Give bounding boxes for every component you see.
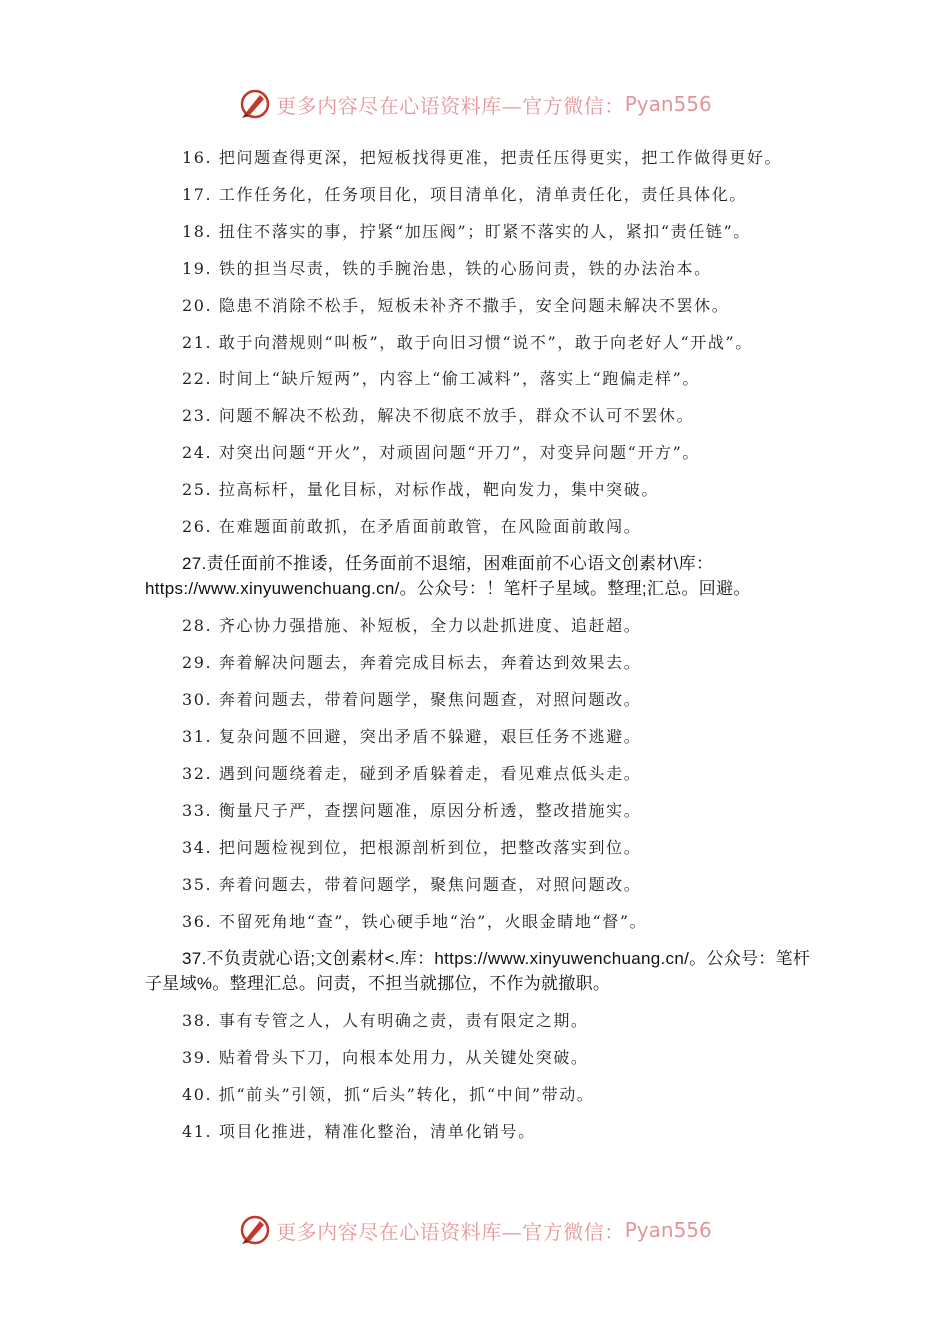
list-item: 23. 问题不解决不松劲，解决不彻底不放手，群众不认可不罢休。 [182, 406, 695, 425]
list-item: 38. 事有专管之人，人有明确之责，责有限定之期。 [182, 1011, 589, 1030]
banner-wechat-id: Pyan556 [624, 92, 712, 116]
list-item: 20. 隐患不消除不松手，短板未补齐不撒手，安全问题未解决不罢休。 [182, 296, 730, 315]
list-item: 27.责任面前不推诿，任务面前不退缩，困难面前不心语文创素材\库：https://www.xinyuwenchuang.cn/。公众号：！笔杆子星域。整理;汇总。回避。 [145, 554, 751, 598]
header-banner [0, 84, 950, 124]
list-item: 19. 铁的担当尽责，铁的手腕治患，铁的心肠问责，铁的办法治本。 [182, 259, 712, 278]
list-item: 24. 对突出问题“开火”，对顽固问题“开刀”，对变异问题“开方”。 [182, 443, 701, 462]
list-item: 25. 拉高标杆，量化目标，对标作战，靶向发力，集中突破。 [182, 480, 659, 499]
list-item: 30. 奔着问题去，带着问题学，聚焦问题查，对照问题改。 [182, 690, 642, 709]
list-item: 21. 敢于向潜规则“叫板”，敢于向旧习惯“说不”，敢于向老好人“开战”。 [182, 333, 753, 352]
banner-wechat-id: Pyan556 [624, 1218, 712, 1242]
list-item: 34. 把问题检视到位，把根源剖析到位，把整改落实到位。 [182, 838, 642, 857]
list-item: 16. 把问题查得更深，把短板找得更准，把责任压得更实，把工作做得更好。 [182, 148, 783, 167]
pen-logo-icon [238, 1213, 272, 1247]
content-list [145, 145, 825, 1156]
list-item: 40. 抓“前头”引领，抓“后头”转化，抓“中间”带动。 [182, 1085, 595, 1104]
footer-banner [0, 1210, 950, 1250]
pen-logo-icon [238, 87, 272, 121]
list-item: 29. 奔着解决问题去，奔着完成目标去，奔着达到效果去。 [182, 653, 642, 672]
list-item: 37.不负责就心语;文创素材<.库：https://www.xinyuwenchuang.cn/。公众号：笔杆子星域%。整理汇总。问责，不担当就挪位，不作为就撤职。 [145, 949, 811, 993]
list-item: 31. 复杂问题不回避，突出矛盾不躲避，艰巨任务不逃避。 [182, 727, 642, 746]
list-item: 35. 奔着问题去，带着问题学，聚焦问题查，对照问题改。 [182, 875, 642, 894]
list-item: 17. 工作任务化，任务项目化，项目清单化，清单责任化，责任具体化。 [182, 185, 747, 204]
banner-text: 更多内容尽在心语资料库—官方微信： [276, 1219, 625, 1244]
list-item: 39. 贴着骨头下刀，向根本处用力，从关键处突破。 [182, 1048, 589, 1067]
list-item: 36. 不留死角地“查”，铁心硬手地“治”，火眼金睛地“督”。 [182, 912, 648, 931]
list-item: 28. 齐心协力强措施、补短板，全力以赴抓进度、追赶超。 [182, 616, 642, 635]
list-item: 33. 衡量尺子严，查摆问题准，原因分析透，整改措施实。 [182, 801, 642, 820]
list-item: 18. 扭住不落实的事，拧紧“加压阀”；盯紧不落实的人，紧扣“责任链”。 [182, 222, 751, 241]
banner-text: 更多内容尽在心语资料库—官方微信： [276, 93, 625, 118]
list-item: 32. 遇到问题绕着走，碰到矛盾躲着走，看见难点低头走。 [182, 764, 642, 783]
list-item: 41. 项目化推进，精准化整治，清单化销号。 [182, 1122, 536, 1141]
list-item: 26. 在难题面前敢抓，在矛盾面前敢管，在风险面前敢闯。 [182, 517, 642, 536]
list-item: 22. 时间上“缺斤短两”，内容上“偷工减料”，落实上“跑偏走样”。 [182, 369, 701, 388]
